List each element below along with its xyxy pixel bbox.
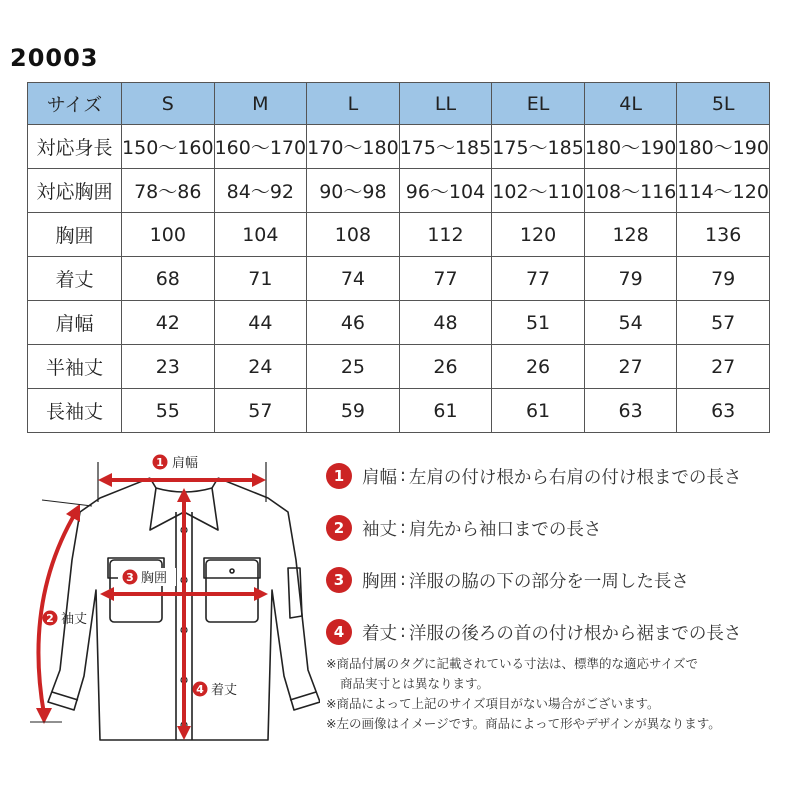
row-length [28, 257, 770, 301]
row-long-sleeve [28, 389, 770, 433]
table-cell: 63 [584, 389, 677, 433]
table-cell: 160〜170 [214, 125, 307, 169]
table-cell: 175〜185 [399, 125, 492, 169]
size-col-el: EL [492, 83, 585, 125]
row-label: 長袖丈 [28, 389, 122, 433]
note-1 [326, 654, 796, 694]
table-cell: 150〜160 [122, 125, 215, 169]
table-cell: 77 [492, 257, 585, 301]
row-label: 対応身長 [28, 125, 122, 169]
svg-text:1: 1 [156, 456, 164, 469]
table-cell: 26 [399, 345, 492, 389]
table-cell: 51 [492, 301, 585, 345]
row-chest-fit [28, 169, 770, 213]
number-badge: 3 [326, 567, 352, 593]
table-cell: 27 [584, 345, 677, 389]
size-col-4l: 4L [584, 83, 677, 125]
table-cell: 175〜185 [492, 125, 585, 169]
table-cell: 108〜116 [584, 169, 677, 213]
table-cell: 25 [307, 345, 400, 389]
note-1-line-1: ※商品付属のタグに記載されている寸法は、標準的な適応サイズで [326, 656, 698, 671]
row-shoulder [28, 301, 770, 345]
table-cell: 46 [307, 301, 400, 345]
legend-description: 左肩の付け根から右肩の付け根までの長さ [408, 467, 742, 488]
table-cell: 79 [677, 257, 770, 301]
row-label: 着丈 [28, 257, 122, 301]
diagram-label-4 [193, 682, 238, 699]
shirt-measurement-diagram [0, 440, 320, 800]
size-col-ll: LL [399, 83, 492, 125]
row-label: 半袖丈 [28, 345, 122, 389]
row-height [28, 125, 770, 169]
table-cell: 77 [399, 257, 492, 301]
table-cell: 114〜120 [677, 169, 770, 213]
svg-text:3: 3 [126, 571, 134, 584]
svg-text:肩幅: 肩幅 [172, 456, 199, 471]
diagram-label-2 [43, 611, 88, 628]
number-badge: 1 [326, 463, 352, 489]
size-col-m: M [214, 83, 307, 125]
legend-description: 肩先から袖口までの長さ [408, 519, 602, 540]
legend-description: 洋服の脇の下の部分を一周した長さ [408, 571, 689, 592]
table-cell: 74 [307, 257, 400, 301]
size-col-s: S [122, 83, 215, 125]
legend-label: 肩幅 [362, 467, 397, 488]
legend-label: 袖丈 [362, 519, 397, 540]
legend-description: 洋服の後ろの首の付け根から裾までの長さ [408, 623, 742, 644]
row-short-sleeve [28, 345, 770, 389]
table-cell: 84〜92 [214, 169, 307, 213]
row-label: 肩幅 [28, 301, 122, 345]
length-arrow [177, 488, 191, 740]
svg-text:胸囲: 胸囲 [141, 571, 168, 586]
table-cell: 24 [214, 345, 307, 389]
table-cell: 48 [399, 301, 492, 345]
table-cell: 170〜180 [307, 125, 400, 169]
table-cell: 23 [122, 345, 215, 389]
table-cell: 27 [677, 345, 770, 389]
diagram-label-3 [118, 568, 176, 586]
size-table [27, 82, 770, 433]
table-cell: 71 [214, 257, 307, 301]
svg-text:2: 2 [46, 612, 54, 625]
table-cell: 90〜98 [307, 169, 400, 213]
measurement-legend [326, 458, 796, 666]
table-cell: 57 [677, 301, 770, 345]
table-cell: 59 [307, 389, 400, 433]
table-cell: 120 [492, 213, 585, 257]
legend-item [326, 458, 796, 494]
table-cell: 180〜190 [677, 125, 770, 169]
table-cell: 180〜190 [584, 125, 677, 169]
table-cell: 63 [677, 389, 770, 433]
table-cell: 112 [399, 213, 492, 257]
number-badge: 4 [326, 619, 352, 645]
note-1-line-2: 商品実寸とは異なります。 [340, 676, 490, 691]
legend-separator: : [400, 466, 406, 486]
table-cell: 102〜110 [492, 169, 585, 213]
table-cell: 55 [122, 389, 215, 433]
table-cell: 61 [492, 389, 585, 433]
legend-separator: : [400, 622, 406, 642]
number-badge: 2 [326, 515, 352, 541]
product-code: 20003 [10, 44, 99, 72]
svg-text:4: 4 [196, 683, 204, 696]
legend-item [326, 510, 796, 546]
svg-text:着丈: 着丈 [211, 683, 238, 698]
size-header-row [28, 83, 770, 125]
size-header-label: サイズ [28, 83, 122, 125]
size-col-l: L [307, 83, 400, 125]
table-cell: 79 [584, 257, 677, 301]
legend-separator: : [400, 518, 406, 538]
note-3: ※左の画像はイメージです。商品によって形やデザインが異なります。 [326, 716, 721, 731]
table-cell: 54 [584, 301, 677, 345]
table-cell: 42 [122, 301, 215, 345]
table-cell: 108 [307, 213, 400, 257]
svg-text:袖丈: 袖丈 [61, 612, 88, 627]
table-cell: 96〜104 [399, 169, 492, 213]
size-col-5l: 5L [677, 83, 770, 125]
table-cell: 78〜86 [122, 169, 215, 213]
table-cell: 61 [399, 389, 492, 433]
legend-label: 胸囲 [362, 571, 397, 592]
legend-label: 着丈 [362, 623, 397, 644]
legend-item [326, 614, 796, 650]
table-cell: 128 [584, 213, 677, 257]
notes [326, 654, 796, 734]
row-chest [28, 213, 770, 257]
legend-separator: : [400, 570, 406, 590]
table-cell: 68 [122, 257, 215, 301]
table-cell: 26 [492, 345, 585, 389]
row-label: 胸囲 [28, 213, 122, 257]
legend-item [326, 562, 796, 598]
table-cell: 136 [677, 213, 770, 257]
table-cell: 44 [214, 301, 307, 345]
table-cell: 57 [214, 389, 307, 433]
table-cell: 104 [214, 213, 307, 257]
table-cell: 100 [122, 213, 215, 257]
diagram-label-1 [153, 455, 199, 472]
note-2: ※商品によって上記のサイズ項目がない場合がございます。 [326, 696, 660, 711]
row-label: 対応胸囲 [28, 169, 122, 213]
